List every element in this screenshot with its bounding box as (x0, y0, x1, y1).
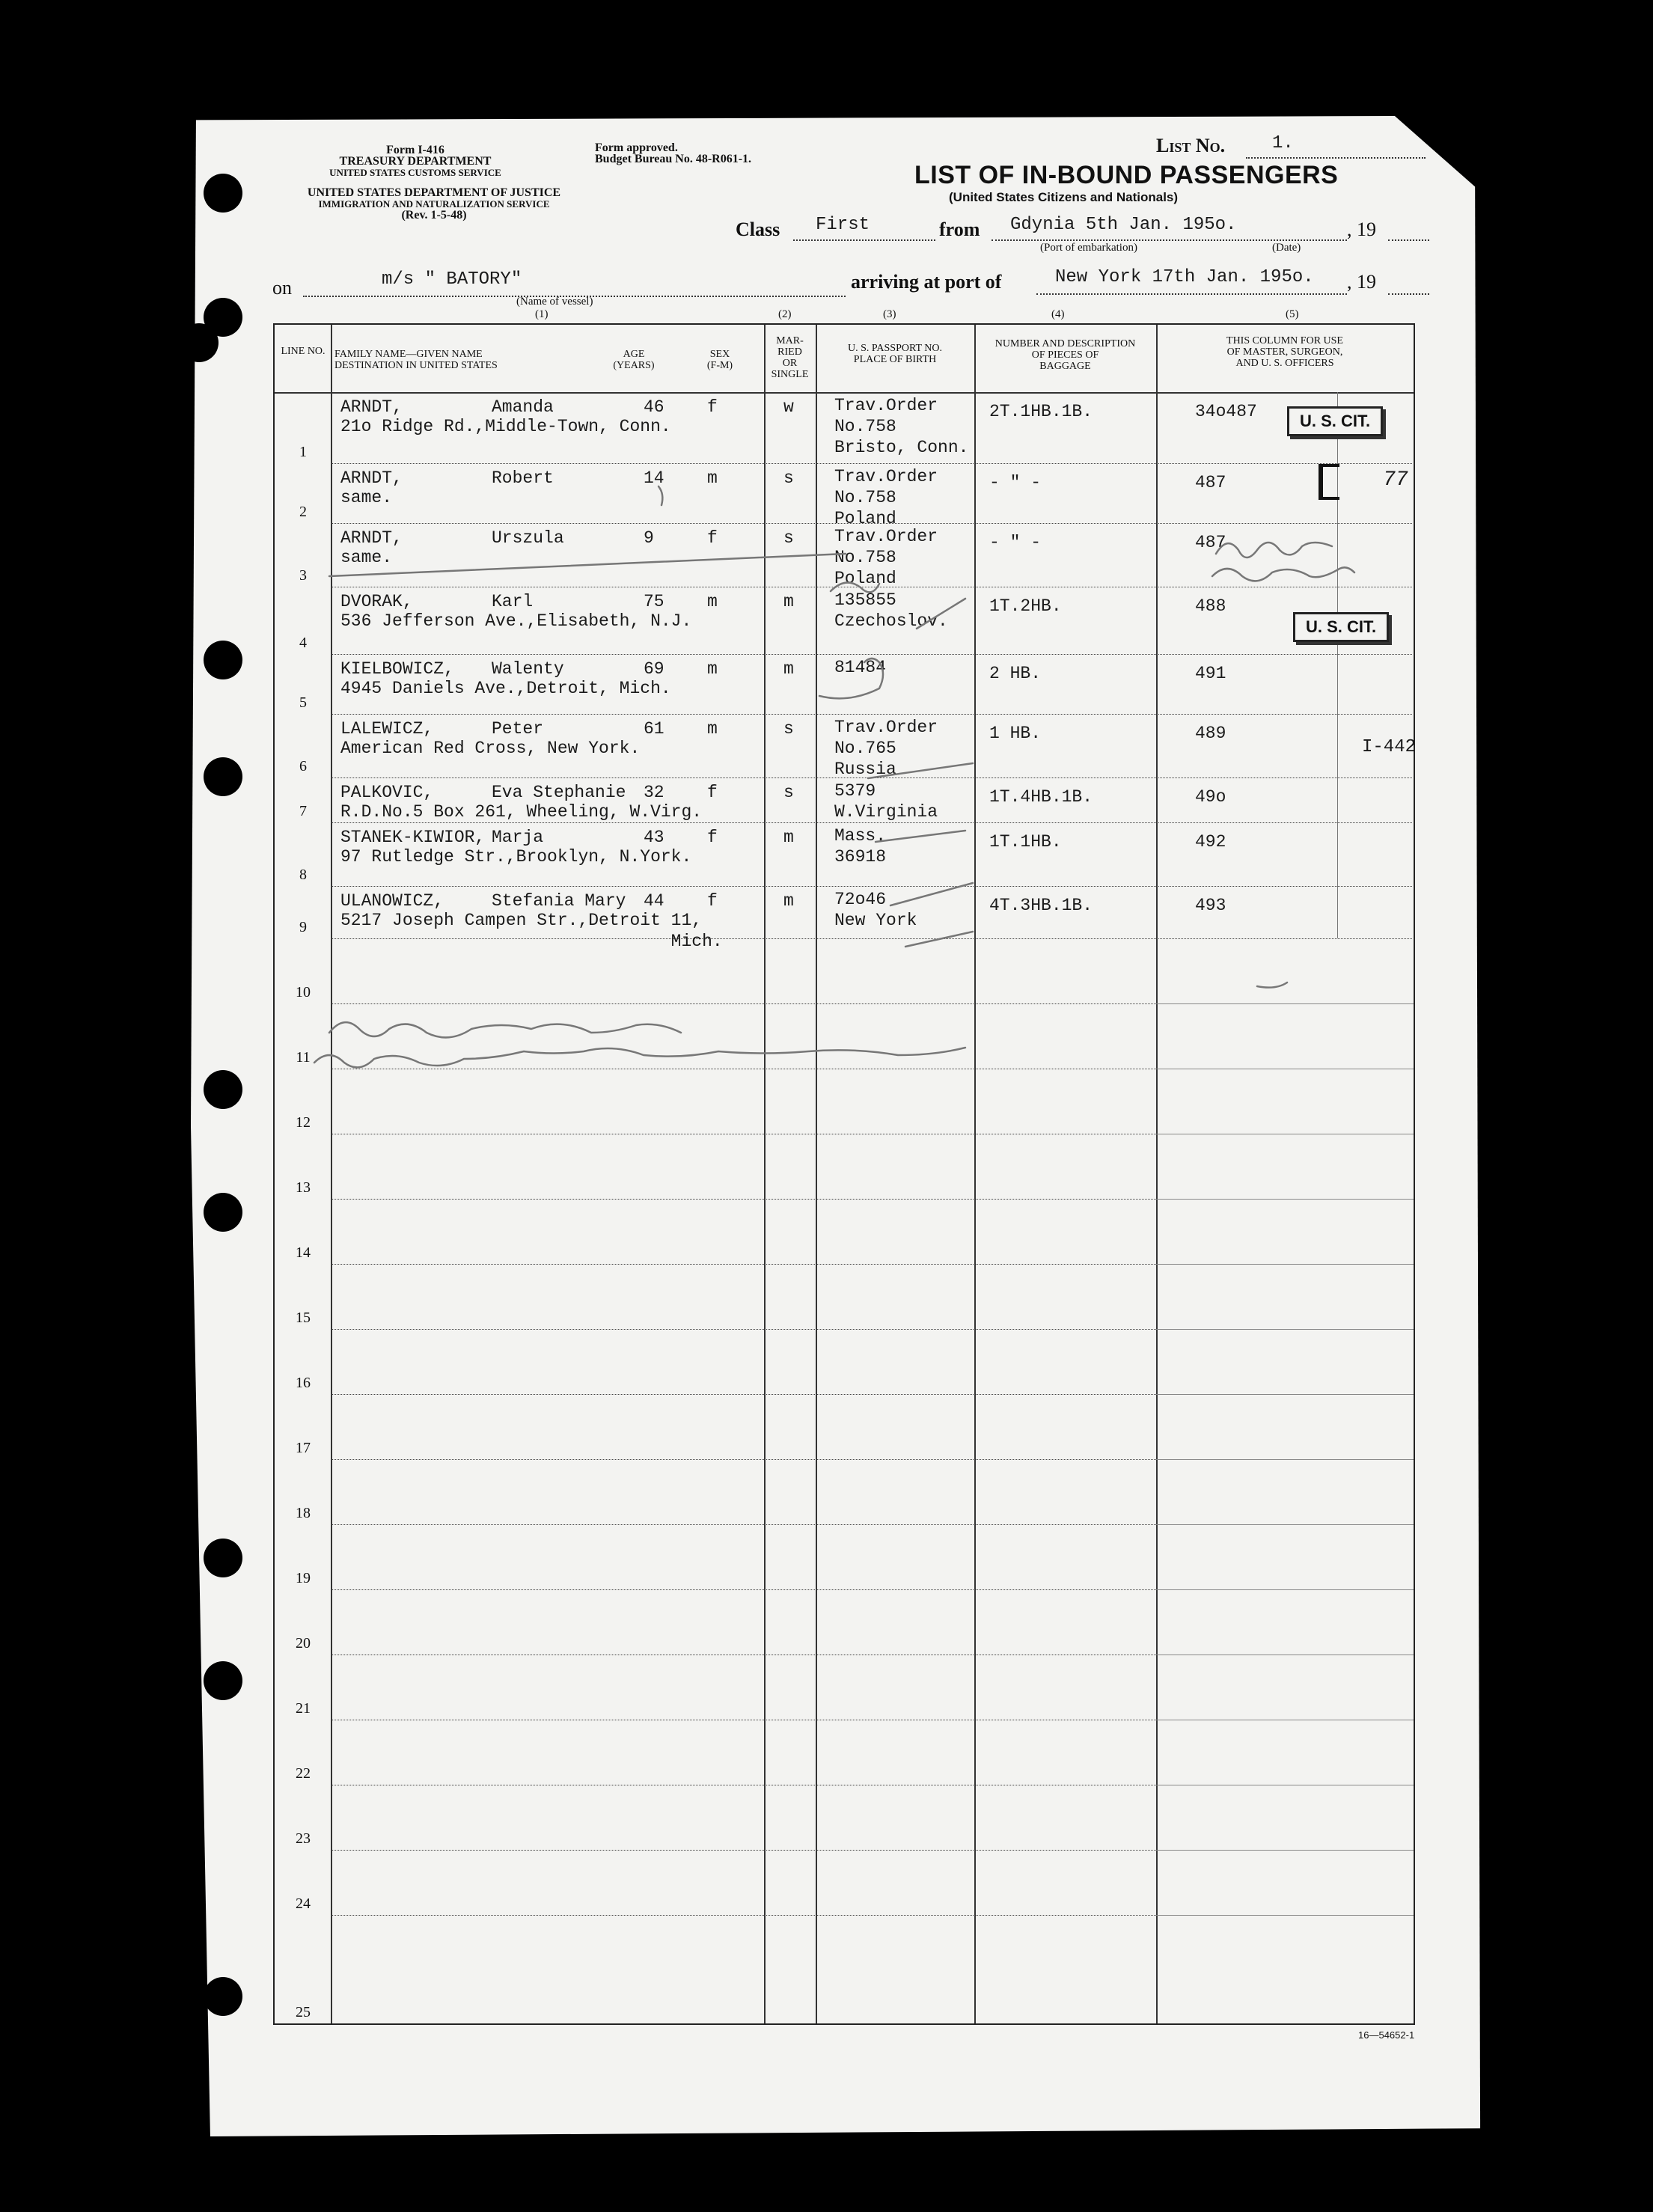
officer-number: 488 (1195, 596, 1226, 616)
line-number: 24 (296, 1895, 311, 1912)
passenger-given-name: Karl (492, 592, 534, 611)
passenger-sex: m (707, 468, 718, 488)
passenger-destination: 4945 Daniels Ave.,Detroit, Mich. (340, 679, 671, 698)
line-number: 20 (296, 1635, 311, 1652)
passenger-destination: same. (340, 488, 393, 507)
class-value: First (816, 215, 870, 235)
passenger-given-name: Amanda (492, 397, 554, 417)
line-number: 4 (299, 635, 307, 651)
passenger-sex: f (707, 397, 718, 417)
passenger-marital-status: w (783, 397, 794, 417)
passenger-marital-status: m (783, 659, 794, 679)
header-married: MAR- RIED OR SINGLE (771, 335, 809, 380)
passenger-baggage: 2 HB. (989, 664, 1042, 683)
passenger-passport-birthplace: Trav.Order No.758 Bristo, Conn. (834, 396, 969, 457)
passenger-age: 43 (644, 828, 664, 847)
line-number: 23 (296, 1830, 311, 1847)
officer-number: 491 (1195, 664, 1226, 683)
vessel-caption: (Name of vessel) (516, 296, 593, 308)
punch-hole (204, 1661, 242, 1700)
passenger-destination: 97 Rutledge Str.,Brooklyn, N.York. (340, 847, 692, 867)
passenger-given-name: Robert (492, 468, 554, 488)
passenger-age: 9 (644, 528, 654, 548)
officer-number: 492 (1195, 832, 1226, 852)
passenger-sex: f (707, 528, 718, 548)
form-number: Form I-416 (386, 144, 444, 156)
punch-hole (204, 641, 242, 679)
officer-number: 493 (1195, 896, 1226, 915)
header-name: FAMILY NAME—GIVEN NAME DESTINATION IN UNITED STATES (334, 349, 498, 371)
list-no-label: List No. (1156, 135, 1226, 156)
from-label: from (939, 219, 980, 240)
customs-service: UNITED STATES CUSTOMS SERVICE (329, 167, 501, 178)
passenger-family-name: DVORAK, (340, 592, 413, 611)
class-label: Class (736, 219, 780, 240)
officer-number: 49o (1195, 787, 1226, 807)
passenger-marital-status: s (783, 528, 794, 548)
us-citizen-stamp-2: U. S. CIT. (1293, 612, 1389, 642)
passenger-sex: m (707, 659, 718, 679)
line-number: 2 (299, 504, 307, 520)
passenger-baggage: 1 HB. (989, 724, 1042, 743)
line-number: 10 (296, 984, 311, 1000)
page-title: LIST OF IN-BOUND PASSENGERS (914, 161, 1339, 189)
passenger-age: 44 (644, 891, 664, 911)
punch-hole (204, 1070, 242, 1109)
passenger-marital-status: m (783, 891, 794, 911)
passenger-given-name: Eva Stephanie (492, 783, 626, 802)
passenger-family-name: ULANOWICZ, (340, 891, 444, 911)
passenger-family-name: ARNDT, (340, 397, 403, 417)
passenger-passport-birthplace: 5379 W.Virginia (834, 781, 938, 822)
punch-hole (204, 1193, 242, 1232)
line-number: 16 (296, 1375, 311, 1391)
passenger-passport-birthplace: Trav.Order No.758 Poland (834, 467, 938, 528)
passenger-baggage: 1T.2HB. (989, 596, 1062, 616)
vessel-name: m/s " BATORY" (382, 269, 522, 290)
page-subtitle: (United States Citizens and Nationals) (949, 190, 1179, 204)
header-passport: U. S. PASSPORT NO. PLACE OF BIRTH (848, 343, 942, 365)
from-value: Gdynia 5th Jan. 195o. (1010, 215, 1237, 235)
punch-hole (180, 323, 219, 362)
passenger-baggage: 1T.1HB. (989, 832, 1062, 852)
passenger-baggage: - " - (989, 473, 1042, 492)
passenger-family-name: PALKOVIC, (340, 783, 434, 802)
passenger-family-name: LALEWICZ, (340, 719, 434, 739)
passenger-destination: 21o Ridge Rd.,Middle-Town, Conn. (340, 417, 671, 436)
line-number: 15 (296, 1310, 311, 1326)
ins-line: IMMIGRATION AND NATURALIZATION SERVICE (318, 198, 550, 210)
passenger-passport-birthplace: Trav.Order No.765 Russia (834, 718, 938, 779)
column-number-1: (1) (535, 308, 549, 320)
passenger-age: 46 (644, 397, 664, 417)
passenger-destination: same. (340, 548, 393, 567)
header-line-no: LINE NO. (281, 346, 326, 357)
passenger-baggage: - " - (989, 533, 1042, 552)
line-number: 6 (299, 758, 307, 774)
arrival-value: New York 17th Jan. 195o. (1055, 267, 1314, 287)
passenger-given-name: Marja (492, 828, 544, 847)
passenger-destination: 5217 Joseph Campen Str.,Detroit 11, Mich. (340, 911, 723, 951)
passenger-sex: f (707, 783, 718, 802)
passenger-age: 14 (644, 468, 664, 488)
doj-line: UNITED STATES DEPARTMENT OF JUSTICE (307, 186, 561, 199)
list-no-value: 1. (1272, 133, 1294, 153)
revision-line: (Rev. 1-5-48) (401, 209, 467, 221)
column-number-2: (2) (778, 308, 792, 320)
punch-hole (204, 174, 242, 213)
passenger-passport-birthplace: Mass. 36918 (834, 826, 887, 867)
line-number: 9 (299, 919, 307, 935)
passenger-destination: R.D.No.5 Box 261, Wheeling, W.Virg. (340, 802, 703, 822)
line-number: 21 (296, 1700, 311, 1717)
passenger-passport-birthplace: 72o46 New York (834, 890, 917, 930)
column-number-4: (4) (1051, 308, 1065, 320)
us-citizen-stamp: U. S. CIT. (1287, 406, 1383, 436)
passenger-marital-status: s (783, 783, 794, 802)
passenger-passport-birthplace: 81484 (834, 658, 887, 677)
passenger-sex: f (707, 828, 718, 847)
line-number: 1 (299, 444, 307, 460)
date-caption: (Date) (1272, 242, 1301, 254)
passenger-baggage: 4T.3HB.1B. (989, 896, 1093, 915)
passenger-passport-birthplace: 135855 Czechoslov. (834, 590, 948, 631)
line-number: 19 (296, 1570, 311, 1586)
header-officers: THIS COLUMN FOR USE OF MASTER, SURGEON, AND U. S. OFFICERS (1226, 335, 1343, 369)
passenger-marital-status: s (783, 468, 794, 488)
passenger-age: 61 (644, 719, 664, 739)
line-number: 18 (296, 1505, 311, 1521)
budget-bureau-line: Budget Bureau No. 48-R061-1. (595, 153, 752, 165)
officer-number: 34o487 (1195, 402, 1257, 421)
line-number: 11 (296, 1049, 311, 1066)
passenger-family-name: KIELBOWICZ, (340, 659, 454, 679)
line-number: 7 (299, 803, 307, 819)
line-number: 22 (296, 1765, 311, 1782)
line-number: 12 (296, 1114, 311, 1131)
passenger-sex: f (707, 891, 718, 911)
passenger-age: 69 (644, 659, 664, 679)
treasury-dept: TREASURY DEPARTMENT (339, 155, 492, 168)
passenger-given-name: Walenty (492, 659, 564, 679)
year-suffix-1: , 19 (1347, 219, 1376, 240)
officer-number: 487 (1195, 533, 1226, 552)
print-code: 16—54652-1 (1358, 2029, 1415, 2041)
passenger-destination: American Red Cross, New York. (340, 739, 641, 758)
passenger-sex: m (707, 719, 718, 739)
passenger-age: 32 (644, 783, 664, 802)
passenger-marital-status: m (783, 828, 794, 847)
year-suffix-2: , 19 (1347, 271, 1376, 293)
passenger-destination: 536 Jefferson Ave.,Elisabeth, N.J. (340, 611, 692, 631)
passenger-given-name: Peter (492, 719, 544, 739)
approval-line: Form approved. (595, 141, 678, 154)
passenger-passport-birthplace: Trav.Order No.758 Poland (834, 527, 938, 588)
officer-number: 489 (1195, 724, 1226, 743)
passenger-family-name: ARNDT, (340, 528, 403, 548)
header-sex: SEX (F-M) (706, 349, 733, 371)
passenger-given-name: Urszula (492, 528, 564, 548)
punch-hole (204, 1539, 242, 1577)
passenger-baggage: 1T.4HB.1B. (989, 787, 1093, 807)
header-age: AGE (YEARS) (613, 349, 655, 371)
column-number-5: (5) (1286, 308, 1299, 320)
officer-note-i442: I-442 (1362, 737, 1417, 757)
line-number: 5 (299, 694, 307, 711)
passenger-sex: m (707, 592, 718, 611)
passenger-marital-status: m (783, 592, 794, 611)
line-number: 8 (299, 867, 307, 883)
line-number: 25 (296, 2004, 311, 2020)
line-number: 13 (296, 1179, 311, 1196)
on-label: on (272, 277, 292, 299)
passenger-baggage: 2T.1HB.1B. (989, 402, 1093, 421)
passenger-given-name: Stefania Mary (492, 891, 626, 911)
passenger-family-name: ARNDT, (340, 468, 403, 488)
port-caption: (Port of embarkation) (1040, 242, 1137, 254)
punch-hole (204, 1977, 242, 2016)
officer-number: 487 (1195, 473, 1226, 492)
passenger-marital-status: s (783, 719, 794, 739)
passenger-family-name: STANEK-KIWIOR, (340, 828, 486, 847)
arriving-label: arriving at port of (851, 271, 1002, 293)
line-number: 17 (296, 1440, 311, 1456)
line-number: 3 (299, 567, 307, 584)
punch-hole (204, 757, 242, 796)
line-number: 14 (296, 1244, 311, 1261)
side-mark: 77 (1383, 468, 1408, 492)
passenger-age: 75 (644, 592, 664, 611)
column-number-3: (3) (883, 308, 896, 320)
header-baggage: NUMBER AND DESCRIPTION OF PIECES OF BAGGAGE (994, 338, 1136, 372)
